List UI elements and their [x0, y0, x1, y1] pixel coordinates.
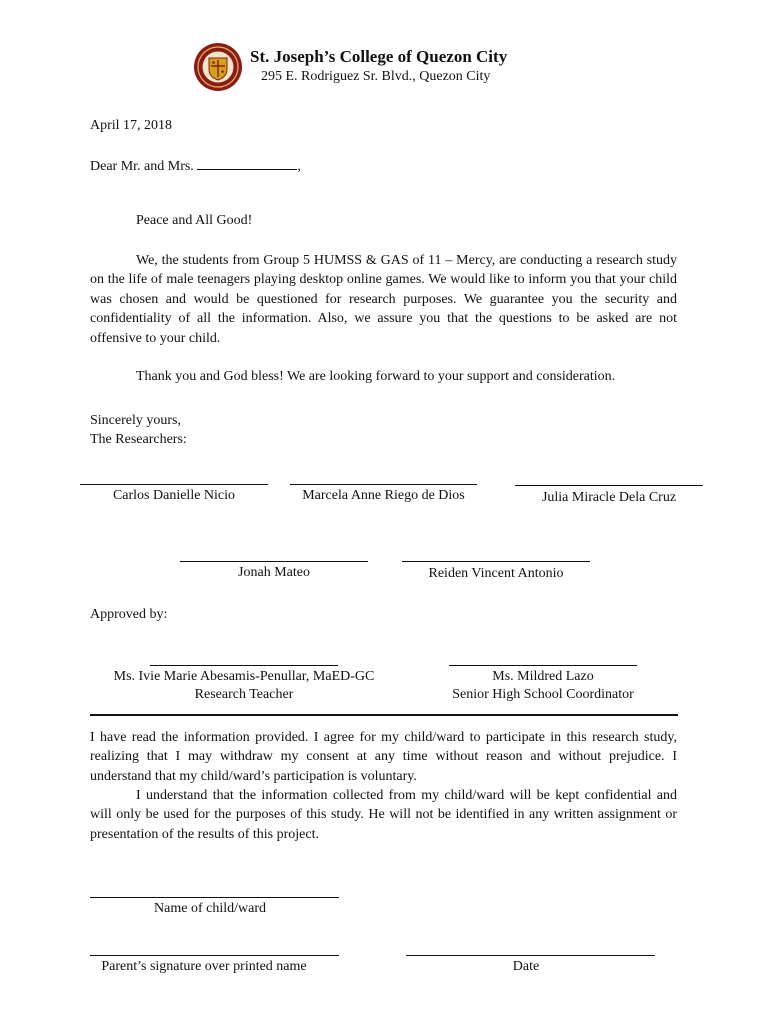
- approver-title: Research Teacher: [194, 687, 294, 702]
- parent-name-blank: [197, 157, 297, 170]
- signature-line: [290, 484, 477, 485]
- researcher-name: Reiden Vincent Antonio: [428, 566, 564, 581]
- researcher-name: Jonah Mateo: [238, 565, 310, 580]
- institution-name: St. Joseph’s College of Quezon City: [250, 47, 508, 66]
- institution-address: 295 E. Rodriguez Sr. Blvd., Quezon City: [261, 69, 491, 84]
- child-name-label: Name of child/ward: [154, 901, 266, 916]
- consent-text: I have read the information provided. I agree for my child/ward to participate in this research study, realizing that I may withdraw my consent at any time without reason and without prejudice. I understand that my child/ward’s participation is voluntary.: [90, 730, 677, 784]
- letter-date: April 17, 2018: [90, 118, 173, 133]
- confidentiality-paragraph: [90, 786, 677, 844]
- letter-body-paragraph: [90, 251, 677, 348]
- approver-name: Ms. Ivie Marie Abesamis-Penullar, MaED-GC: [113, 669, 375, 684]
- parent-signature-label: Parent’s signature over printed name: [101, 959, 307, 974]
- researchers-heading: The Researchers:: [90, 432, 187, 447]
- college-seal-logo: [193, 42, 243, 92]
- confidentiality-text: I understand that the information collected from my child/ward will be kept confidential and will only be used for the purposes of this study. He will not be identified in any written assignment or presentation of the results of this project.: [90, 788, 677, 842]
- researcher-name: Julia Miracle Dela Cruz: [541, 490, 677, 505]
- salutation-text: Dear Mr. and Mrs.: [90, 159, 194, 174]
- researcher-name: Marcela Anne Riego de Dios: [302, 488, 465, 503]
- parent-signature-line: [90, 955, 339, 956]
- approver-title: Senior High School Coordinator: [452, 687, 634, 702]
- date-line: [406, 955, 655, 956]
- greeting: Peace and All Good!: [136, 213, 253, 228]
- signature-line: [150, 665, 338, 666]
- closing: Sincerely yours,: [90, 413, 181, 428]
- approver-name: Ms. Mildred Lazo: [492, 669, 594, 684]
- date-label: Date: [512, 959, 540, 974]
- consent-paragraph: [90, 728, 677, 786]
- letter-thanks-paragraph: [90, 367, 677, 386]
- section-divider: [90, 714, 678, 716]
- salutation: [90, 157, 301, 175]
- letter-thanks-text: Thank you and God bless! We are looking forward to your support and consideration.: [136, 369, 616, 384]
- signature-line: [80, 484, 268, 485]
- researcher-name: Carlos Danielle Nicio: [112, 488, 236, 503]
- letter-body-text: We, the students from Group 5 HUMSS & GAS of 11 – Mercy, are conducting a research study on the life of male teenagers playing desktop online games. We would like to inform you that your child was chosen and would be questioned for research purposes. We guarantee you the security and confidentiality of all the information. Also, we assure you that the questions to be asked are not offensive to your child.: [90, 253, 677, 346]
- signature-line: [515, 485, 703, 486]
- salutation-comma: ,: [297, 159, 301, 174]
- signature-line: [180, 561, 368, 562]
- child-name-line: [90, 897, 339, 898]
- signature-line: [449, 665, 637, 666]
- approved-by-label: Approved by:: [90, 607, 168, 622]
- signature-line: [402, 561, 590, 562]
